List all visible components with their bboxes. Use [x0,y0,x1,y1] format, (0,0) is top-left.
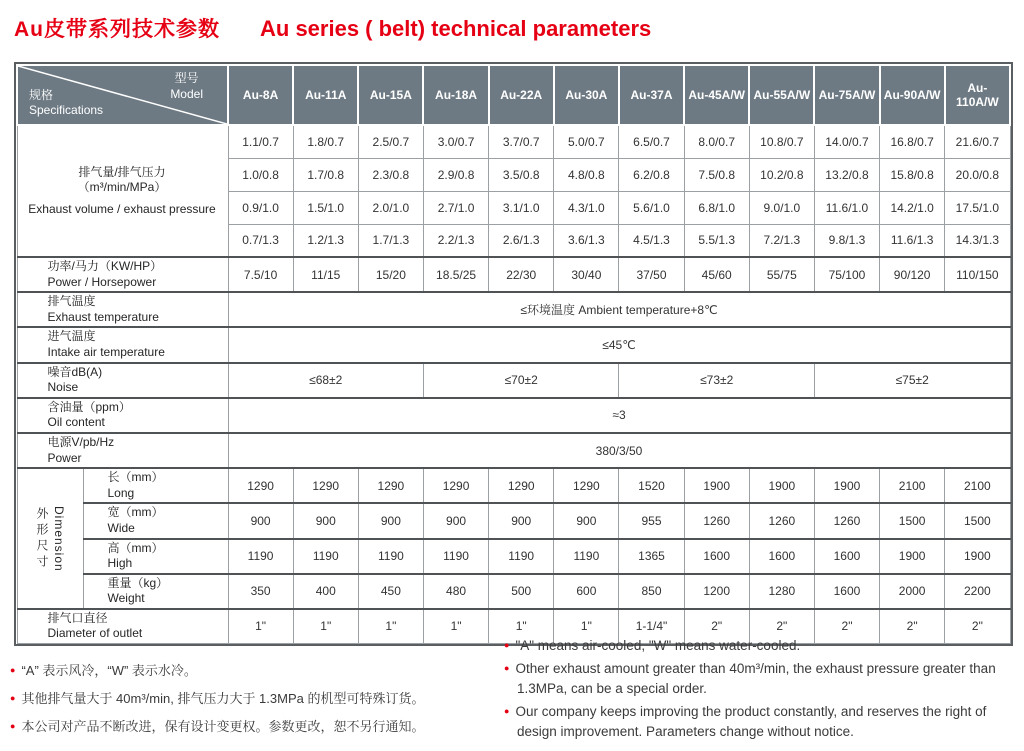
corner-model-label: 型号 Model [170,71,203,101]
value-cell: 1520 [619,468,684,503]
row-label: 重量（kg） Weight [83,574,228,609]
value-cell: 0.9/1.0 [228,191,293,224]
value-cell: 14.3/1.3 [945,224,1010,257]
value-cell: 1900 [945,539,1010,574]
bullet-icon: ● [10,665,16,675]
value-cell: 1900 [814,468,879,503]
value-cell: 110/150 [945,257,1010,292]
value-cell: 1" [489,609,554,644]
value-cell: 1260 [684,503,749,538]
value-cell: ≈3 [228,398,1010,433]
value-cell: 955 [619,503,684,538]
note-item: ● 其他排气量大于 40m³/min, 排气压力大于 1.3MPa 的机型可特殊订货。 [10,691,425,706]
value-cell: 11.6/1.3 [880,224,945,257]
value-cell: 1600 [814,574,879,609]
value-cell: 1600 [749,539,814,574]
parameters-table [16,64,1011,644]
value-cell: 1190 [423,539,488,574]
value-cell: 15.8/0.8 [880,158,945,191]
value-cell: 6.8/1.0 [684,191,749,224]
row-label: 进气温度 Intake air temperature [17,327,228,362]
value-cell: 1.7/0.8 [293,158,358,191]
value-cell: 14.2/1.0 [880,191,945,224]
value-cell: 1200 [684,574,749,609]
model-column-header: Au-15A [358,65,423,125]
value-cell: 3.1/1.0 [489,191,554,224]
value-cell: 1" [228,609,293,644]
row-label: 宽（mm） Wide [83,503,228,538]
value-cell: 1190 [489,539,554,574]
value-cell: 4.5/1.3 [619,224,684,257]
value-cell: 2" [880,609,945,644]
note-item: ● "A" means air-cooled, "W" means water-cooled. [504,638,801,653]
value-cell: 2" [814,609,879,644]
value-cell: 37/50 [619,257,684,292]
value-cell: 30/40 [554,257,619,292]
value-cell: 1600 [684,539,749,574]
value-cell: 380/3/50 [228,433,1010,468]
value-cell: 2.3/0.8 [358,158,423,191]
value-cell: 1" [423,609,488,644]
value-cell: 17.5/1.0 [945,191,1010,224]
model-column-header: Au-37A [619,65,684,125]
value-cell: 1" [293,609,358,644]
value-cell: 75/100 [814,257,879,292]
value-cell: 1290 [358,468,423,503]
footnotes [0,628,1024,746]
page-titles [14,13,651,43]
value-cell: 2" [945,609,1010,644]
value-cell: 1600 [814,539,879,574]
value-cell: 2.9/0.8 [423,158,488,191]
model-column-header: Au-90A/W [880,65,945,125]
value-cell: 3.0/0.7 [423,125,488,158]
note-item: ● 本公司对产品不断改进，保有设计变更权。参数更改，恕不另行通知。 [10,719,425,734]
value-cell: 2.2/1.3 [423,224,488,257]
value-cell: 350 [228,574,293,609]
row-label: 长（mm） Long [83,468,228,503]
model-column-header: Au-18A [423,65,488,125]
bullet-icon: ● [10,693,16,703]
value-cell: ≤68±2 [228,363,423,398]
footnotes-english [492,628,1024,746]
value-cell: 1.8/0.7 [293,125,358,158]
value-cell: 1290 [228,468,293,503]
model-column-header: Au-8A [228,65,293,125]
parameters-table-wrapper [14,62,1013,646]
value-cell: 6.2/0.8 [619,158,684,191]
value-cell: ≤70±2 [423,363,618,398]
value-cell: 7.5/10 [228,257,293,292]
value-cell: 10.2/0.8 [749,158,814,191]
row-label: 功率/马力（KW/HP） Power / Horsepower [17,257,228,292]
value-cell: 2.0/1.0 [358,191,423,224]
value-cell: 500 [489,574,554,609]
value-cell: 1260 [749,503,814,538]
value-cell: 11/15 [293,257,358,292]
note-item: ● “A” 表示风冷，“W” 表示水冷。 [10,663,197,678]
page-title-chinese: Au皮带系列技术参数 [14,18,220,41]
value-cell: 2.7/1.0 [423,191,488,224]
value-cell: 900 [228,503,293,538]
model-column-header: Au-55A/W [749,65,814,125]
value-cell: 7.2/1.3 [749,224,814,257]
value-cell: 14.0/0.7 [814,125,879,158]
value-cell: 1" [358,609,423,644]
value-cell: 5.5/1.3 [684,224,749,257]
value-cell: 9.8/1.3 [814,224,879,257]
bullet-icon: ● [504,706,510,716]
value-cell: 1280 [749,574,814,609]
value-cell: 2000 [880,574,945,609]
value-cell: 1190 [358,539,423,574]
value-cell: 1190 [293,539,358,574]
value-cell: 2100 [945,468,1010,503]
value-cell: 1290 [423,468,488,503]
value-cell: 2.6/1.3 [489,224,554,257]
value-cell: 1900 [684,468,749,503]
value-cell: 1.1/0.7 [228,125,293,158]
row-label: 排气温度 Exhaust temperature [17,292,228,327]
value-cell: 1190 [228,539,293,574]
bullet-icon: ● [10,721,16,731]
value-cell: 16.8/0.7 [880,125,945,158]
value-cell: 1190 [554,539,619,574]
value-cell: 0.7/1.3 [228,224,293,257]
row-label: 含油量（ppm） Oil content [17,398,228,433]
value-cell: 1.0/0.8 [228,158,293,191]
value-cell: 5.0/0.7 [554,125,619,158]
model-column-header: Au-30A [554,65,619,125]
row-label: 电源V/pb/Hz Power [17,433,228,468]
model-column-header: Au-75A/W [814,65,879,125]
value-cell: 900 [489,503,554,538]
value-cell: 1290 [489,468,554,503]
value-cell: 2" [684,609,749,644]
value-cell: 1290 [293,468,358,503]
value-cell: 2200 [945,574,1010,609]
value-cell: 1.5/1.0 [293,191,358,224]
value-cell: 1900 [880,539,945,574]
value-cell: 7.5/0.8 [684,158,749,191]
note-item: ● Our company keeps improving the product constantly, and reserves the right of design improvement. Parameters change without notice. [504,704,987,739]
value-cell: 1365 [619,539,684,574]
value-cell: 3.5/0.8 [489,158,554,191]
row-label: 排气口直径 Diameter of outlet [17,609,228,644]
value-cell: ≤45℃ [228,327,1010,362]
model-column-header: Au-22A [489,65,554,125]
value-cell: 850 [619,574,684,609]
value-cell: 45/60 [684,257,749,292]
value-cell: 13.2/0.8 [814,158,879,191]
value-cell: 10.8/0.7 [749,125,814,158]
value-cell: 1.2/1.3 [293,224,358,257]
bullet-icon: ● [504,663,510,673]
value-cell: 400 [293,574,358,609]
value-cell: 2100 [880,468,945,503]
value-cell: 20.0/0.8 [945,158,1010,191]
value-cell: 450 [358,574,423,609]
value-cell: 4.8/0.8 [554,158,619,191]
value-cell: 2" [749,609,814,644]
value-cell: ≤75±2 [814,363,1010,398]
value-cell: ≤环境温度 Ambient temperature+8℃ [228,292,1010,327]
dimension-side-label: 外形尺寸 Dimension [17,468,83,609]
value-cell: 480 [423,574,488,609]
value-cell: 600 [554,574,619,609]
value-cell: 1500 [945,503,1010,538]
value-cell: 1260 [814,503,879,538]
value-cell: 2.5/0.7 [358,125,423,158]
value-cell: 55/75 [749,257,814,292]
footnotes-chinese [0,628,492,746]
value-cell: 3.7/0.7 [489,125,554,158]
value-cell: 5.6/1.0 [619,191,684,224]
bullet-icon: ● [504,640,510,650]
value-cell: 1.7/1.3 [358,224,423,257]
model-column-header: Au-45A/W [684,65,749,125]
value-cell: 3.6/1.3 [554,224,619,257]
value-cell: 9.0/1.0 [749,191,814,224]
value-cell: 1" [554,609,619,644]
row-label: 高（mm） High [83,539,228,574]
value-cell: 21.6/0.7 [945,125,1010,158]
model-column-header: Au-11A [293,65,358,125]
value-cell: 18.5/25 [423,257,488,292]
value-cell: 1290 [554,468,619,503]
value-cell: 15/20 [358,257,423,292]
value-cell: ≤73±2 [619,363,814,398]
row-label: 噪音dB(A) Noise [17,363,228,398]
value-cell: 900 [293,503,358,538]
value-cell: 90/120 [880,257,945,292]
value-cell: 1500 [880,503,945,538]
value-cell: 4.3/1.0 [554,191,619,224]
value-cell: 1-1/4" [619,609,684,644]
model-column-header: Au-110A/W [945,65,1010,125]
value-cell: 900 [554,503,619,538]
value-cell: 6.5/0.7 [619,125,684,158]
value-cell: 900 [358,503,423,538]
value-cell: 11.6/1.0 [814,191,879,224]
corner-spec-label: 规格 Specifications [29,87,104,118]
value-cell: 1900 [749,468,814,503]
row-label: 排气量/排气压力 （m³/min/MPa） Exhaust volume / exhaust pressure [17,125,228,257]
value-cell: 22/30 [489,257,554,292]
value-cell: 8.0/0.7 [684,125,749,158]
corner-cell [17,65,228,125]
page-title-english: Au series ( belt) technical parameters [260,16,652,41]
value-cell: 900 [423,503,488,538]
note-item: ● Other exhaust amount greater than 40m³/min, the exhaust pressure greater than 1.3MPa, can be a special order. [504,661,996,696]
